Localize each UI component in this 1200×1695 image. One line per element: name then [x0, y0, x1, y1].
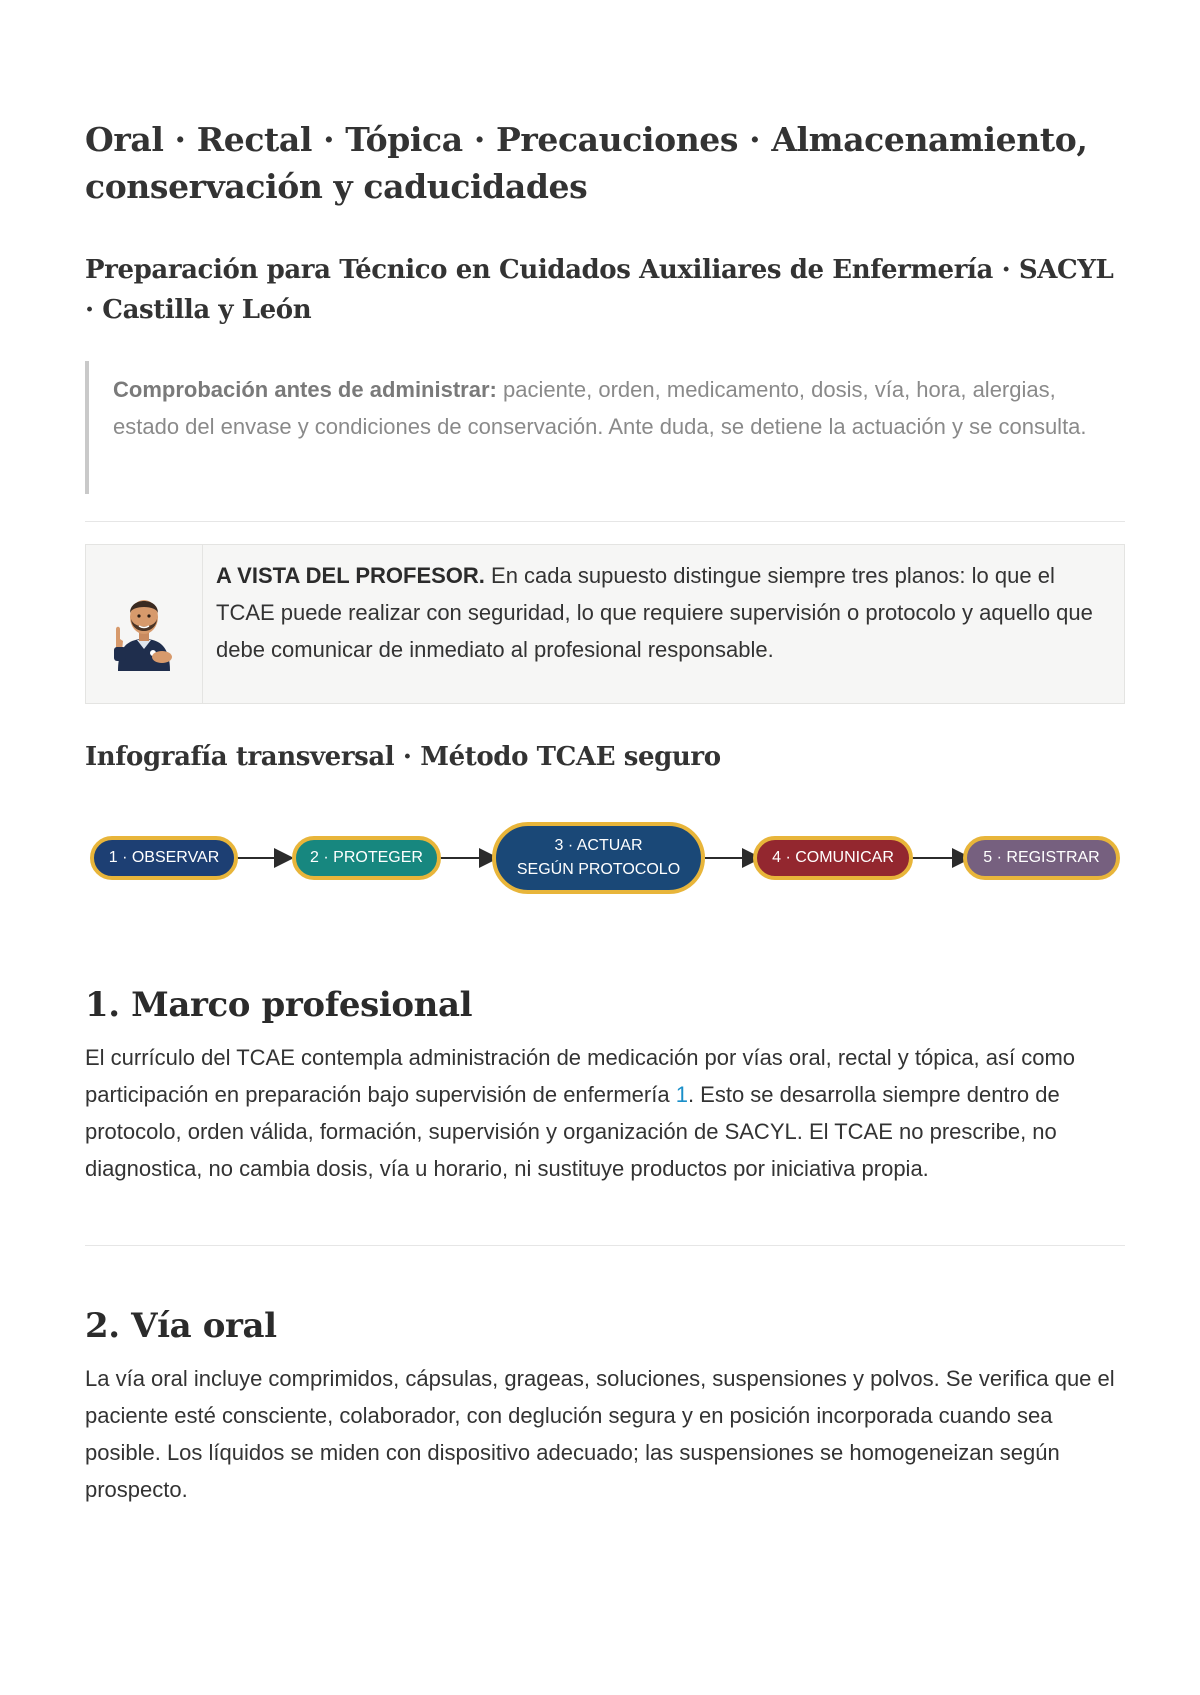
step-registrar: [963, 836, 1120, 880]
step-label: 5 · REGISTRAR: [983, 849, 1100, 866]
section-text-part: El currículo del TCAE contempla administración de medicación por vías oral, rectal y tópica, así como participación en preparación bajo supervisión de enfermería: [85, 1045, 1076, 1107]
note-label: Comprobación antes de administrar:: [113, 377, 497, 402]
page-subtitle: Preparación para Técnico en Cuidados Auxiliares de Enfermería · SACYL · Castilla y León: [85, 255, 1114, 325]
teacher-body: En cada supuesto distingue siempre tres planos: lo que el TCAE puede realizar con seguridad, lo que requiere supervisión o protocolo y aquello que debe comunicar de inmediato al profesional responsable.: [216, 563, 1093, 662]
section-text-via-oral: La vía oral incluye comprimidos, cápsulas, grageas, soluciones, suspensiones y polvos. Se verifica que el paciente esté consciente, colaborador, con deglución segura y en posición incorporada cuando sea posible. Los líquidos se miden con dispositivo adecuado; las suspensiones se homogeneizan según prospecto.: [85, 1366, 1115, 1502]
section-text-marco: [85, 1039, 1125, 1187]
step-label: 1 · OBSERVAR: [108, 849, 220, 866]
note-text: paciente, orden, medicamento, dosis, vía, hora, alergias, estado del envase y condiciones de conservación. Ante duda, se detiene la actuación y se consulta.: [113, 377, 1087, 439]
divider: [85, 521, 1125, 522]
section-heading-marco: 1. Marco profesional: [85, 985, 473, 1025]
method-flow-diagram: [85, 818, 1125, 898]
divider: [85, 1245, 1125, 1246]
teacher-text: [216, 557, 1111, 668]
step-label: 2 · PROTEGER: [310, 849, 423, 866]
step-label: 3 · ACTUAR: [554, 837, 643, 854]
step-label-line2: SEGÚN PROTOCOLO: [516, 861, 681, 878]
teacher-avatar-icon: [108, 585, 180, 671]
page-title: Oral · Rectal · Tópica · Precauciones · Almacenamiento, conservación y caducidades: [85, 120, 1088, 206]
teacher-callout: [85, 544, 1125, 704]
step-actuar: [492, 822, 705, 894]
step-observar: [90, 836, 238, 880]
step-label: 4 · COMUNICAR: [772, 849, 894, 866]
verification-note: [85, 361, 1125, 494]
teacher-label: A VISTA DEL PROFESOR.: [216, 563, 485, 588]
section-text-part: . Esto se desarrolla siempre dentro de protocolo, orden válida, formación, supervisión y organización de SACYL. El TCAE no prescribe, no diagnostica, no cambia dosis, vía u horario, ni sustituye productos por iniciativa propia.: [85, 1082, 1060, 1181]
step-comunicar: [753, 836, 913, 880]
avatar-cell: [86, 545, 203, 703]
reference-link[interactable]: 1: [675, 1082, 688, 1107]
infographic-heading: Infografía transversal · Método TCAE seguro: [85, 742, 721, 772]
section-heading-via-oral: 2. Vía oral: [85, 1306, 277, 1346]
step-proteger: [292, 836, 441, 880]
